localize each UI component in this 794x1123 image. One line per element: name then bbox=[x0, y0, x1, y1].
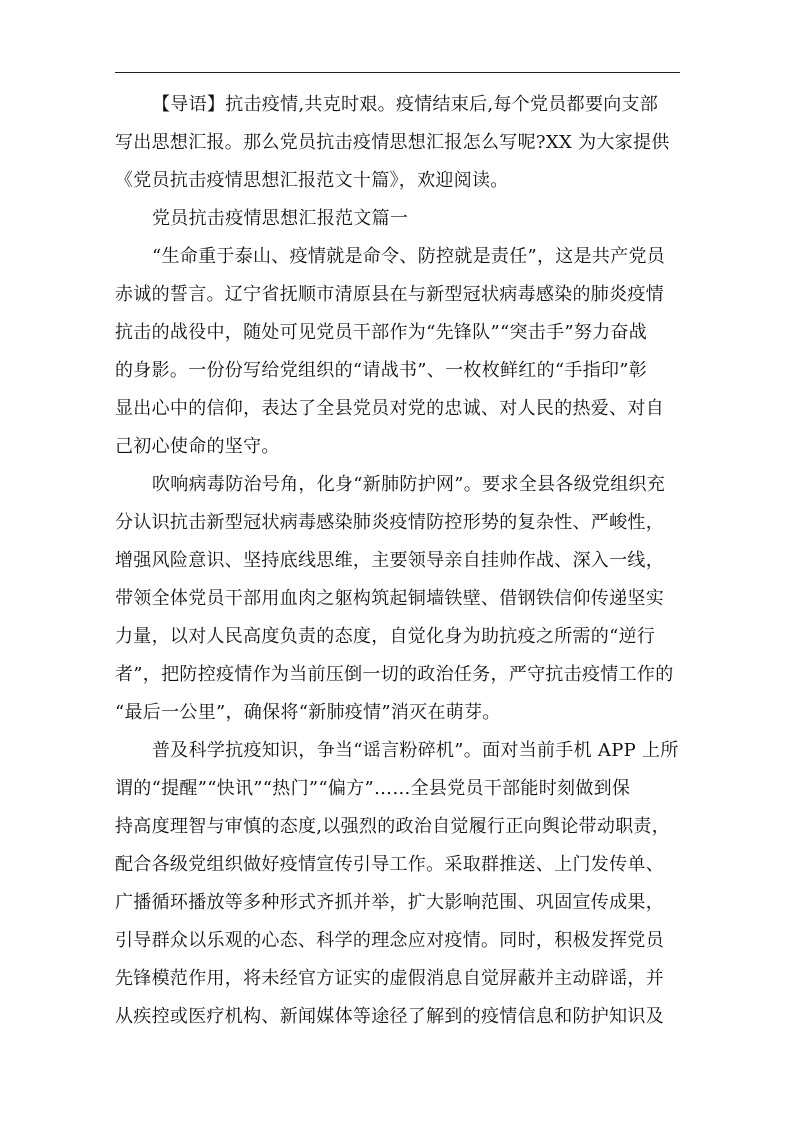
intro-paragraph-line: 《党员抗击疫情思想汇报范文十篇》，欢迎阅读。 bbox=[115, 170, 509, 191]
paragraph-line: 分认识抗击新型冠状病毒感染肺炎疫情防控形势的复杂性、严峻性， bbox=[115, 512, 664, 533]
paragraph-line: 的身影。一份份写给党组织的“请战书”、一枚枚鲜红的“手指印”彰 bbox=[115, 360, 648, 381]
paragraph-line: 普及科学抗疫知识，争当“谣言粉碎机”。面对当前手机 APP 上所 bbox=[152, 740, 679, 761]
paragraph-line: 谓的“提醒”“快讯”“热门”“偏方”……全县党员干部能时刻做到保 bbox=[115, 778, 631, 799]
document-body bbox=[115, 86, 681, 1036]
paragraph-line: 先锋模范作用，将未经官方证实的虚假消息自觉屏蔽并主动辟谣，并 bbox=[115, 968, 664, 989]
paragraph-line: 显出心中的信仰，表达了全县党员对党的忠诚、对人民的热爱、对自 bbox=[115, 398, 664, 419]
paragraph-line: “最后一公里”，确保将“新肺疫情”消灭在萌芽。 bbox=[115, 702, 501, 723]
paragraph-line: 引导群众以乐观的心态、科学的理念应对疫情。同时，积极发挥党员 bbox=[115, 930, 664, 951]
paragraph-line: 广播循环播放等多种形式齐抓并举，扩大影响范围、巩固宣传成果， bbox=[115, 892, 664, 913]
paragraph-line: 抗击的战役中，随处可见党员干部作为“先锋队”“突击手”努力奋战 bbox=[115, 322, 648, 343]
paragraph-line: 己初心使命的坚守。 bbox=[115, 436, 280, 457]
paragraph-line: 持高度理智与审慎的态度,以强烈的政治自觉履行正向舆论带动职责， bbox=[115, 816, 671, 837]
header-rule bbox=[115, 72, 680, 73]
paragraph-line: 者”，把防控疫情作为当前压倒一切的政治任务，严守抗击疫情工作的 bbox=[115, 664, 674, 685]
paragraph-line: 吹响病毒防治号角，化身“新肺防护网”。要求全县各级党组织充 bbox=[152, 474, 666, 495]
paragraph-line: 从疾控或医疗机构、新闻媒体等途径了解到的疫情信息和防护知识及 bbox=[115, 1006, 664, 1027]
paragraph-line: 带领全体党员干部用血肉之躯构筑起铜墙铁壁、借钢铁信仰传递坚实 bbox=[115, 588, 664, 609]
paragraph-line: 力量，以对人民高度负责的态度，自觉化身为助抗疫之所需的“逆行 bbox=[115, 626, 656, 647]
intro-paragraph-line: 写出思想汇报。那么党员抗击疫情思想汇报怎么写呢?XX 为大家提供 bbox=[115, 132, 670, 153]
paragraph-line: “生命重于泰山、疫情就是命令、防控就是责任”，这是共产党员 bbox=[152, 246, 666, 267]
intro-paragraph-line: 【导语】抗击疫情,共克时艰。疫情结束后,每个党员都要向支部 bbox=[152, 94, 659, 115]
paragraph-line: 增强风险意识、坚持底线思维，主要领导亲自挂帅作战、深入一线， bbox=[115, 550, 664, 571]
section-heading: 党员抗击疫情思想汇报范文篇一 bbox=[152, 208, 409, 229]
paragraph-line: 配合各级党组织做好疫情宣传引导工作。采取群推送、上门发传单、 bbox=[115, 854, 664, 875]
paragraph-line: 赤诚的誓言。辽宁省抚顺市清原县在与新型冠状病毒感染的肺炎疫情 bbox=[115, 284, 664, 305]
